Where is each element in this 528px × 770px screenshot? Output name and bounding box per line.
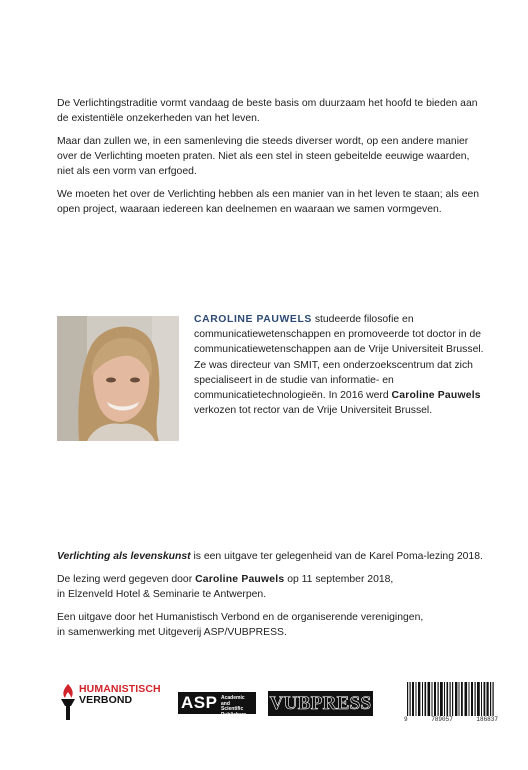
hv-logo-line-1: HUMANISTISCH — [79, 683, 161, 695]
intro-paragraph-2: Maar dan zullen we, in een samenleving die steeds diverser wordt, op een andere manier over de Verlichting moeten praten. Niet als een stel in steen gebeitelde eeuwige waarden, niet als een vorm van erfgoed. — [57, 136, 470, 177]
colophon-line-2a: De lezing werd gegeven door — [57, 574, 196, 585]
colophon — [57, 549, 487, 648]
isbn-number — [403, 716, 499, 723]
bio-text-1: studeerde filosofie en communicatiewetenschappen en promoveerde tot doctor in de communicatiewetenschappen aan de Vrije Universiteit Brussel. Ze was directeur van SMIT, een onderzoekscentrum dat zich specialiseert in de studie van informatie- en communicatietechnologieën. In 2016 werd — [194, 314, 484, 402]
colophon-lecture — [57, 572, 487, 602]
colophon-line-1-rest: is een uitgave ter gelegenheid van de Karel Poma-lezing 2018. — [190, 551, 483, 562]
author-name-caps: CAROLINE PAUWELS — [194, 314, 312, 325]
hv-logo-line-2: VERBOND — [79, 694, 133, 706]
vubpress-logo-text: VUBPRESS — [269, 693, 372, 714]
colophon-line-2b: op 11 september 2018, — [284, 574, 394, 585]
colophon-publisher — [57, 610, 487, 640]
intro-paragraph-1: De Verlichtingstraditie vormt vandaag de beste basis om duurzaam het hoofd te bieden aan de existentiële onzekerheden van het leven. — [57, 98, 478, 124]
vubpress-logo — [268, 691, 373, 716]
intro-text — [57, 96, 487, 225]
torch-icon — [57, 682, 79, 722]
book-title: Verlichting als levenskunst — [57, 551, 191, 562]
isbn-first-digit: 9 — [404, 716, 408, 723]
asp-logo-text: ASP — [181, 693, 218, 712]
colophon-line-4: Een uitgave door het Humanistisch Verbond en de organiserende verenigingen, — [57, 612, 424, 623]
colophon-line-3: in Elzenveld Hotel & Seminarie te Antwerpen. — [57, 589, 267, 600]
isbn-group-1: 789057 — [431, 716, 453, 723]
asp-logo — [178, 692, 256, 718]
isbn-group-2: 186837 — [476, 716, 498, 723]
author-photo — [57, 316, 179, 441]
asp-logo-subtext: Academic and Scientific Publishers — [221, 695, 247, 718]
colophon-line-1 — [57, 549, 487, 564]
colophon-line-5: in samenwerking met Uitgeverij ASP/VUBPRESS. — [57, 627, 287, 638]
bio-text-2: verkozen tot rector van de Vrije Universiteit Brussel. — [194, 405, 433, 417]
author-name-inline: Caroline Pauwels — [391, 390, 481, 402]
intro-paragraph-3: We moeten het over de Verlichting hebben als een manier van in het leven te staan; als een open project, waaraan iedereen kan deelnemen en waaraan we samen vormgeven. — [57, 189, 480, 215]
humanistisch-verbond-logo — [57, 682, 169, 722]
author-bio — [194, 312, 494, 418]
logo-strip — [57, 680, 497, 728]
author-portrait-image — [57, 316, 179, 441]
colophon-author-name: Caroline Pauwels — [195, 574, 285, 585]
